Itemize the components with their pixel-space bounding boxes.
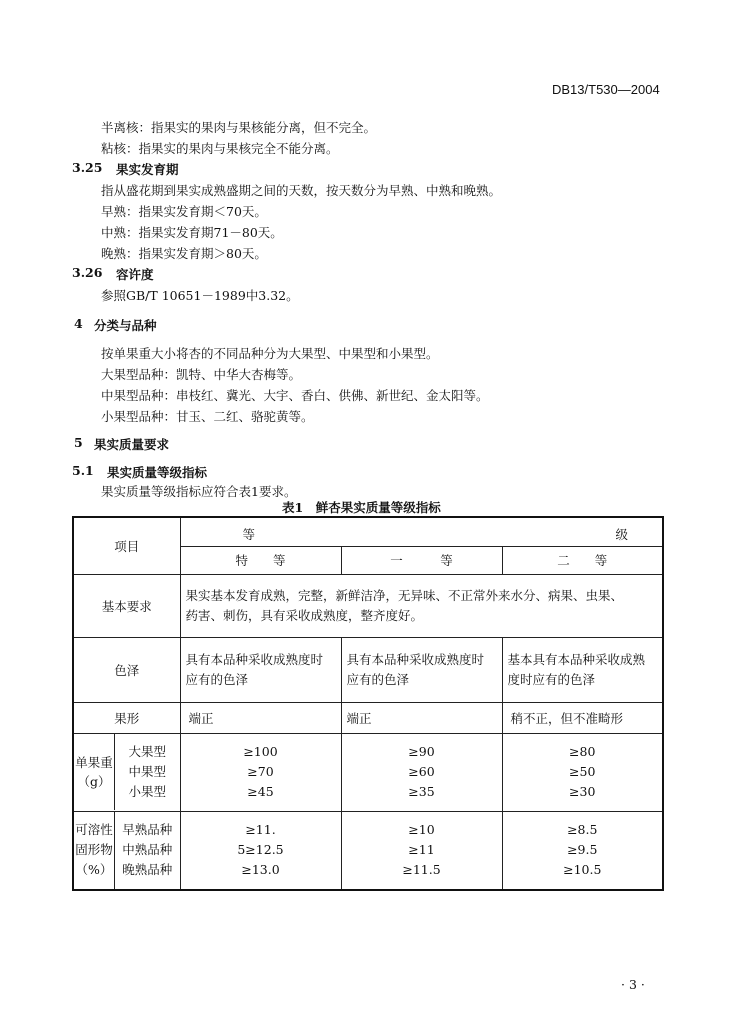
solids-type: 晚熟品种 — [122, 862, 173, 878]
text-line: 参照GB/T 10651－1989中3.32。 — [101, 288, 299, 303]
cell-line: 基本具有本品种采收成熟 — [507, 651, 646, 667]
header-second-grade: 二 等 — [502, 546, 663, 574]
text-line: 指从盛花期到果实成熟盛期之间的天数，按天数分为早熟、中熟和晚熟。 — [101, 183, 502, 198]
text-line: 粘核：指果实的果肉与果核完全不能分离。 — [101, 141, 339, 156]
row-label-soluble-solids — [73, 811, 180, 890]
table-header-row — [73, 517, 663, 546]
section-title: 果实质量要求 — [94, 437, 170, 452]
cell-line: ≥70 — [247, 764, 274, 779]
table-caption: 表1 鲜杏果实质量等级指标 — [282, 500, 441, 515]
solids-label — [74, 812, 115, 889]
weight-first — [341, 733, 502, 811]
shape-special: 端正 — [180, 702, 341, 733]
header-grade-left: 等 — [242, 527, 256, 542]
cell-line: ≥10.5 — [563, 862, 602, 878]
cell-line: 应有的色泽 — [185, 671, 249, 687]
section-number: 5.1 — [72, 463, 94, 478]
cell-line: ≥11 — [408, 842, 435, 858]
row-label-shape: 果形 — [73, 702, 180, 733]
text-line: 半离核：指果实的果肉与果核能分离，但不完全。 — [101, 120, 377, 135]
cell-line: ≥90 — [408, 744, 435, 759]
weight-label-text: 单果重 — [75, 755, 113, 770]
section-number: 4 — [74, 316, 83, 331]
cell-line: ≥8.5 — [567, 822, 598, 838]
table-row-weight — [73, 733, 663, 811]
row-label-weight — [73, 733, 180, 811]
cell-line: 度时应有的色泽 — [507, 671, 596, 687]
section-title: 容许度 — [116, 267, 154, 282]
section-title: 分类与品种 — [94, 318, 157, 333]
text-line: 早熟：指果实发育期＜70天。 — [101, 204, 267, 219]
weight-type: 小果型 — [128, 784, 166, 799]
solids-special — [180, 811, 341, 890]
text-line: 小果型品种：甘玉、二红、骆驼黄等。 — [101, 409, 314, 424]
quality-grade-table — [72, 516, 664, 891]
cell-line: 具有本品种采收成熟度时 — [185, 651, 324, 667]
section-number: 5 — [74, 435, 83, 450]
header-item-cell: 项目 — [73, 517, 180, 574]
cell-line: ≥13.0 — [241, 862, 280, 878]
cell-line: ≥50 — [569, 764, 596, 779]
cell-line: ≥30 — [569, 784, 596, 799]
cell-line: 具有本品种采收成熟度时 — [346, 651, 485, 667]
cell-line: ≥10 — [408, 822, 435, 838]
cell-line: 应有的色泽 — [346, 671, 410, 687]
table-row-color — [73, 637, 663, 702]
section-number: 3.25 — [72, 160, 103, 175]
basic-requirement-text — [180, 574, 663, 637]
text-line: 中熟：指果实发育期71－80天。 — [101, 225, 283, 240]
weight-label — [74, 734, 115, 810]
solids-label-unit: （%） — [75, 862, 113, 878]
solids-type: 中熟品种 — [122, 842, 173, 858]
table-row-shape — [73, 702, 663, 733]
solids-second — [502, 811, 663, 890]
basic-text-line: 果实基本发育成熟，完整，新鲜洁净，无异味、不正常外来水分、病果、虫果、 — [185, 587, 624, 603]
text-line: 中果型品种：串枝红、冀光、大宇、香白、供佛、新世纪、金太阳等。 — [101, 388, 489, 403]
weight-label-unit: （g） — [77, 774, 111, 789]
header-special-grade: 特 等 — [180, 546, 341, 574]
solids-types — [115, 812, 180, 889]
color-special — [180, 637, 341, 702]
table-row-basic — [73, 574, 663, 637]
solids-type: 早熟品种 — [122, 822, 173, 838]
weight-types — [115, 734, 180, 810]
table-row-soluble-solids — [73, 811, 663, 890]
row-label-color: 色泽 — [73, 637, 180, 702]
document-code: DB13/T530—2004 — [552, 82, 660, 97]
section-number: 3.26 — [72, 265, 103, 280]
text-line: 晚熟：指果实发育期＞80天。 — [101, 246, 267, 261]
row-label-basic: 基本要求 — [73, 574, 180, 637]
text-line: 大果型品种：凯特、中华大杏梅等。 — [101, 367, 302, 382]
cell-line: ≥45 — [247, 784, 274, 799]
header-grade-right: 级 — [615, 527, 628, 542]
shape-first: 端正 — [341, 702, 502, 733]
header-grade-cell — [180, 517, 663, 546]
text-line: 果实质量等级指标应符合表1要求。 — [101, 484, 297, 499]
page-number: · 3 · — [621, 977, 645, 992]
cell-line: ≥11.5 — [402, 862, 441, 878]
shape-second: 稍不正，但不准畸形 — [502, 702, 663, 733]
basic-text-line: 药害、刺伤，具有采收成熟度，整齐度好。 — [185, 607, 424, 623]
cell-line: ≥100 — [243, 744, 278, 759]
weight-special — [180, 733, 341, 811]
solids-label-text: 可溶性 — [75, 822, 113, 838]
cell-line: 5≥12.5 — [237, 842, 284, 858]
cell-line: ≥80 — [569, 744, 596, 759]
solids-label-text: 固形物 — [75, 842, 113, 858]
weight-type: 大果型 — [128, 744, 166, 759]
cell-line: ≥9.5 — [567, 842, 598, 858]
solids-first — [341, 811, 502, 890]
section-title: 果实质量等级指标 — [107, 465, 208, 480]
cell-line: ≥60 — [408, 764, 435, 779]
weight-type: 中果型 — [128, 764, 166, 779]
color-first — [341, 637, 502, 702]
color-second — [502, 637, 663, 702]
header-first-grade: 一 等 — [341, 546, 502, 574]
section-title: 果实发育期 — [116, 162, 179, 177]
weight-second — [502, 733, 663, 811]
cell-line: ≥35 — [408, 784, 435, 799]
cell-line: ≥11. — [245, 822, 276, 838]
text-line: 按单果重大小将杏的不同品种分为大果型、中果型和小果型。 — [101, 346, 439, 361]
